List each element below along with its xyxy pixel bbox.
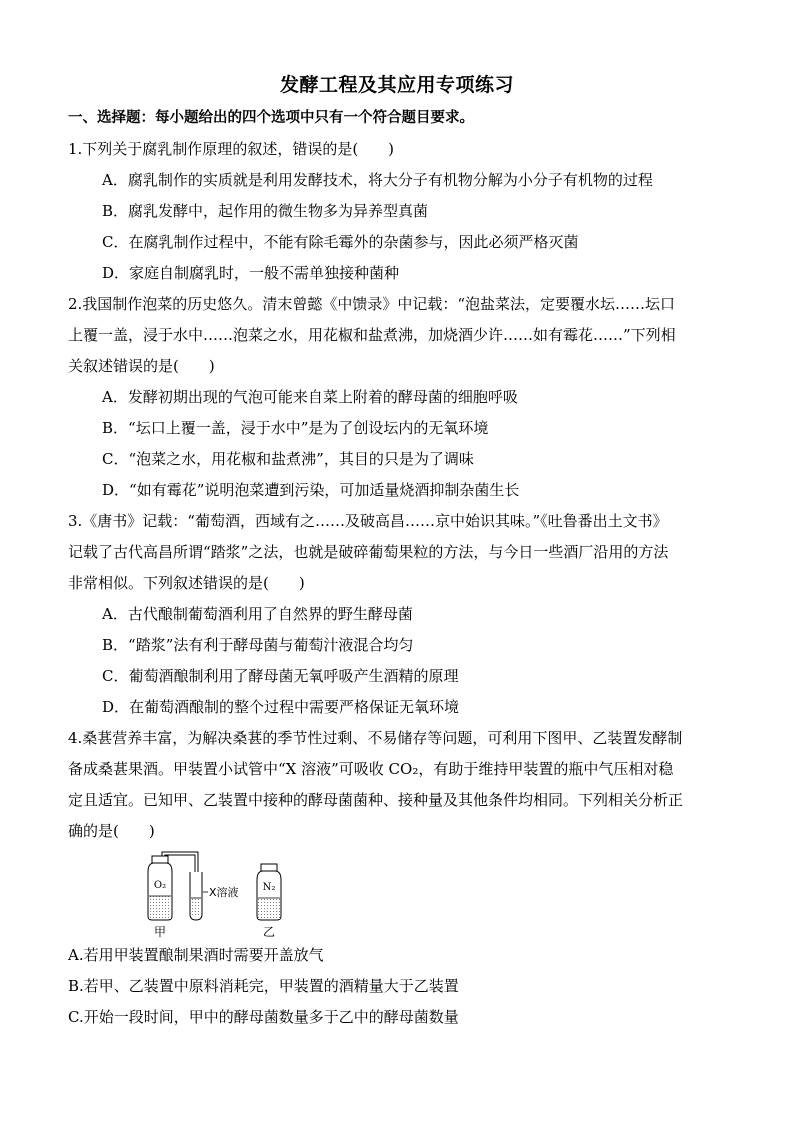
question-2-stem-line-1: 2.我国制作泡菜的历史悠久。清末曾懿《中馈录》中记载：“泡盐菜法，定要覆水坛……坛口 bbox=[68, 295, 675, 313]
question-3-stem-line-1: 3.《唐书》记载：“葡萄酒，西域有之……及破高昌……京中始识其味。”《吐鲁番出土文书》 bbox=[68, 512, 668, 530]
question-2-option-c: C．“泡菜之水，用花椒和盐煮沸”，其目的只是为了调味 bbox=[102, 450, 474, 468]
question-1-option-d: D．家庭自制腐乳时，一般不需单独接种菌种 bbox=[102, 264, 400, 282]
question-2-option-b: B．“坛口上覆一盖，浸于水中”是为了创设坛内的无氧环境 bbox=[102, 419, 489, 437]
bottle-jia-label: 甲 bbox=[153, 925, 167, 939]
question-4-stem-line-3: 定且适宜。已知甲、乙装置中接种的酵母菌菌种、接种量及其他条件均相同。下列相关分析正 bbox=[68, 791, 684, 809]
question-1-option-c: C．在腐乳制作过程中，不能有除毛霉外的杂菌参与，因此必须严格灭菌 bbox=[102, 233, 579, 251]
question-3-option-b: B．“踏浆”法有利于酵母菌与葡萄汁液混合均匀 bbox=[102, 636, 414, 654]
section-heading: 一、选择题：每小题给出的四个选项中只有一个符合题目要求。 bbox=[68, 109, 474, 126]
question-1-stem: 1.下列关于腐乳制作原理的叙述，错误的是( ) bbox=[68, 140, 395, 158]
question-2-option-d: D．“如有霉花”说明泡菜遭到污染，可加适量烧酒抑制杂菌生长 bbox=[102, 481, 520, 499]
question-4-stem-line-2: 备成桑葚果酒。甲装置小试管中“X 溶液”可吸收 CO₂，有助于维持甲装置的瓶中气压相对稳 bbox=[68, 760, 674, 778]
bottle-yi-label: 乙 bbox=[262, 925, 276, 939]
question-3-option-a: A．古代酿制葡萄酒利用了自然界的野生酵母菌 bbox=[102, 605, 413, 623]
question-2-option-a: A．发酵初期出现的气泡可能来自菜上附着的酵母菌的细胞呼吸 bbox=[102, 388, 518, 406]
question-4-option-c: C.开始一段时间，甲中的酵母菌数量多于乙中的酵母菌数量 bbox=[68, 1008, 459, 1026]
question-2-stem-line-3: 关叙述错误的是( ) bbox=[68, 357, 215, 375]
question-3-option-c: C．葡萄酒酿制利用了酵母菌无氧呼吸产生酒精的原理 bbox=[102, 667, 459, 685]
question-3-stem-line-3: 非常相似。下列叙述错误的是( ) bbox=[68, 574, 305, 592]
question-4-option-b: B.若甲、乙装置中原料消耗完，甲装置的酒精量大于乙装置 bbox=[68, 977, 459, 995]
test-tube bbox=[190, 872, 202, 920]
question-1-option-b: B．腐乳发酵中，起作用的微生物多为异养型真菌 bbox=[102, 202, 429, 220]
bottle-yi-gas-label: N₂ bbox=[262, 882, 276, 893]
bottle-jia-gas-label: O₂ bbox=[153, 880, 167, 891]
question-3-stem-line-2: 记载了古代高昌所谓“踏浆”之法，也就是破碎葡萄果粒的方法，与今日一些酒厂沿用的方法 bbox=[68, 543, 669, 561]
x-solution-label: X溶液 bbox=[209, 886, 239, 899]
question-4-stem-line-4: 确的是( ) bbox=[68, 822, 155, 840]
page-title: 发酵工程及其应用专项练习 bbox=[279, 74, 514, 96]
question-3-option-d: D．在葡萄酒酿制的整个过程中需要严格保证无氧环境 bbox=[102, 698, 460, 716]
question-2-stem-line-2: 上覆一盖，浸于水中……泡菜之水，用花椒和盐煮沸，加烧酒少许……如有霉花……”下列相 bbox=[68, 326, 676, 344]
fermentation-apparatus-diagram bbox=[140, 850, 300, 940]
question-4-stem-line-1: 4.桑葚营养丰富，为解决桑葚的季节性过剩、不易储存等问题，可利用下图甲、乙装置发酵制 bbox=[68, 729, 683, 747]
question-4-option-a: A.若用甲装置酿制果酒时需要开盖放气 bbox=[68, 946, 324, 964]
question-1-option-a: A．腐乳制作的实质就是利用发酵技术，将大分子有机物分解为小分子有机物的过程 bbox=[102, 171, 653, 189]
